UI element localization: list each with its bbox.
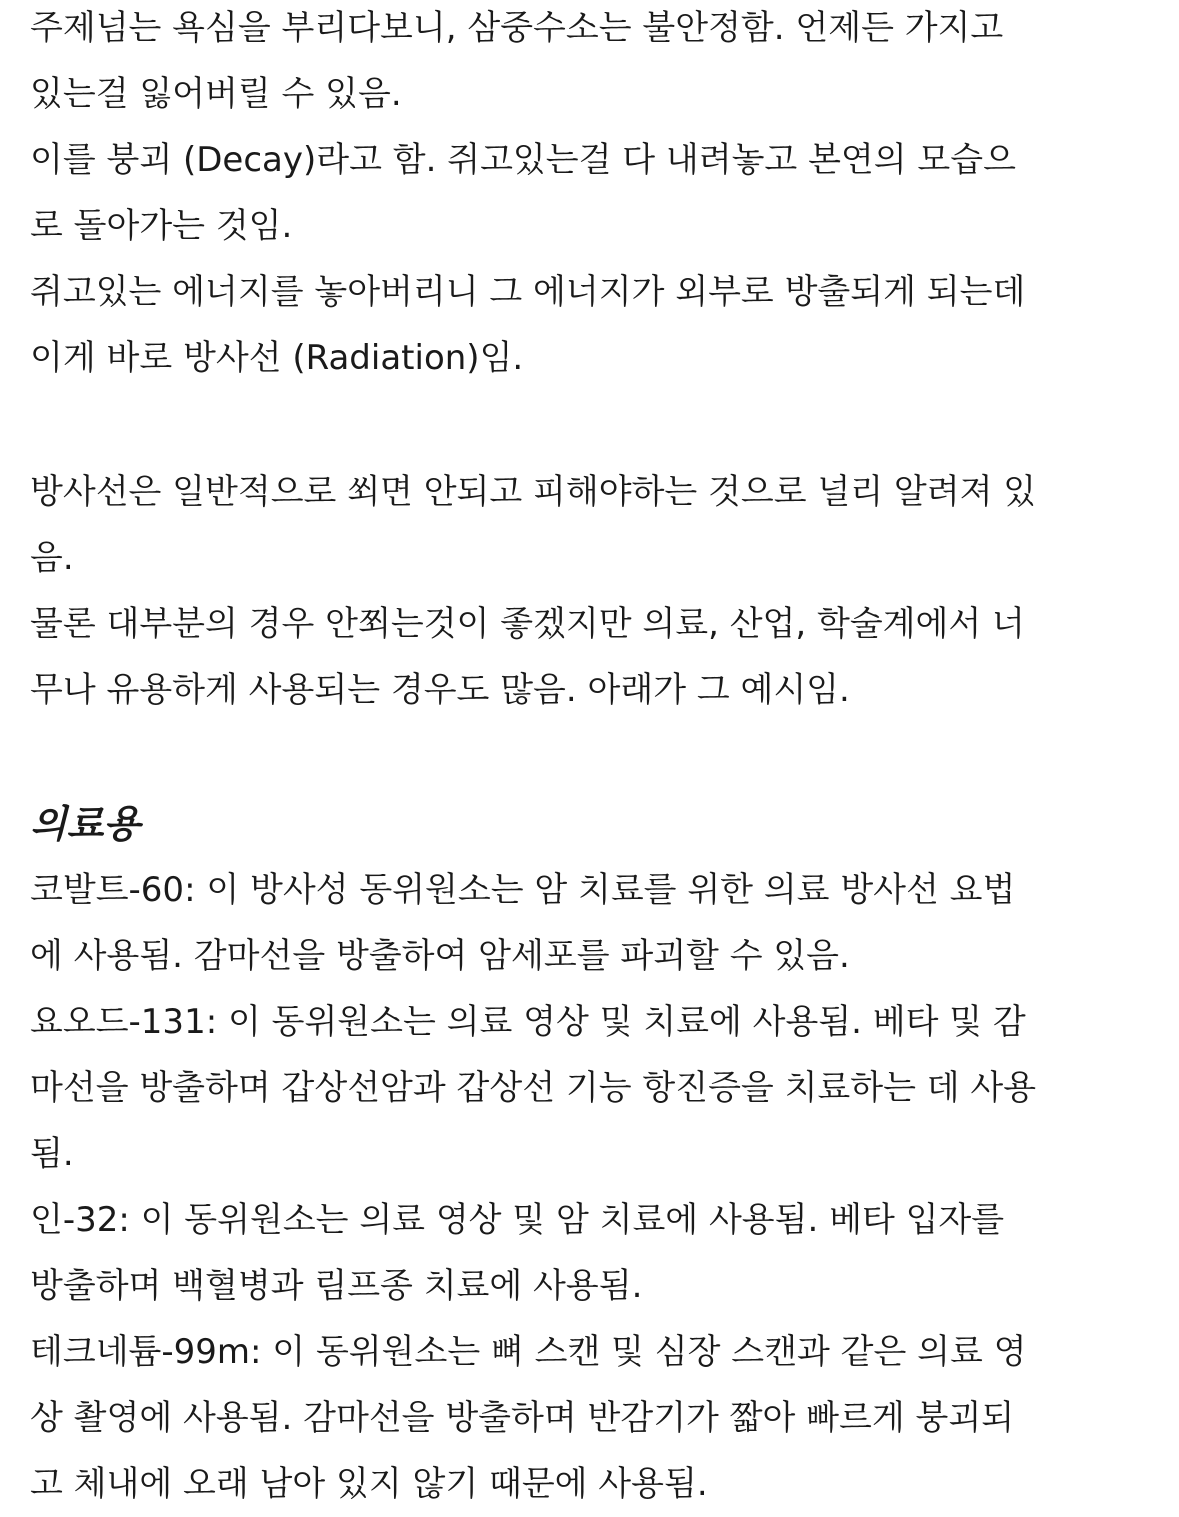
list-item: 인-32: 이 동위원소는 의료 영상 및 암 치료에 사용됨. 베타 입자를 방출하며 백혈병과 림프종 치료에 사용됨.	[30, 1200, 1005, 1306]
intro-paragraph-2: 이를 붕괴 (Decay)라고 함. 쥐고있는걸 다 내려놓고 본연의 모습으 로 돌아가는 것임.	[30, 140, 1016, 246]
list-item: 테크네튬-99m: 이 동위원소는 뼈 스캔 및 심장 스캔과 같은 의료 영 상 촬영에 사용됨. 감마선을 방출하며 반감기가 짧아 빠르게 붕괴되 고 체내에 오래 남아 있지 않기 때문에 사용됨.	[30, 1332, 1027, 1504]
safety-paragraph-1: 방사선은 일반적으로 쐬면 안되고 피해야하는 것으로 널리 알려져 있 음.	[30, 472, 1037, 578]
intro-paragraph-3: 쥐고있는 에너지를 놓아버리니 그 에너지가 외부로 방출되게 되는데 이게 바로 방사선 (Radiation)임.	[30, 272, 1026, 378]
list-item: 요오드-131: 이 동위원소는 의료 영상 및 치료에 사용됨. 베타 및 감 마선을 방출하며 갑상선암과 갑상선 기능 항진증을 치료하는 데 사용 됨.	[30, 1002, 1037, 1174]
section-heading-medical: 의료용	[30, 802, 141, 846]
safety-paragraph-2: 물론 대부분의 경우 안쬐는것이 좋겠지만 의료, 산업, 학술계에서 너 무나 유용하게 사용되는 경우도 많음. 아래가 그 예시임.	[30, 604, 1025, 710]
list-item: 코발트-60: 이 방사성 동위원소는 암 치료를 위한 의료 방사선 요법 에 사용됨. 감마선을 방출하여 암세포를 파괴할 수 있음.	[30, 870, 1016, 976]
intro-paragraph-1: 주제넘는 욕심을 부리다보니, 삼중수소는 불안정함. 언제든 가지고 있는걸 잃어버릴 수 있음.	[30, 8, 1004, 114]
